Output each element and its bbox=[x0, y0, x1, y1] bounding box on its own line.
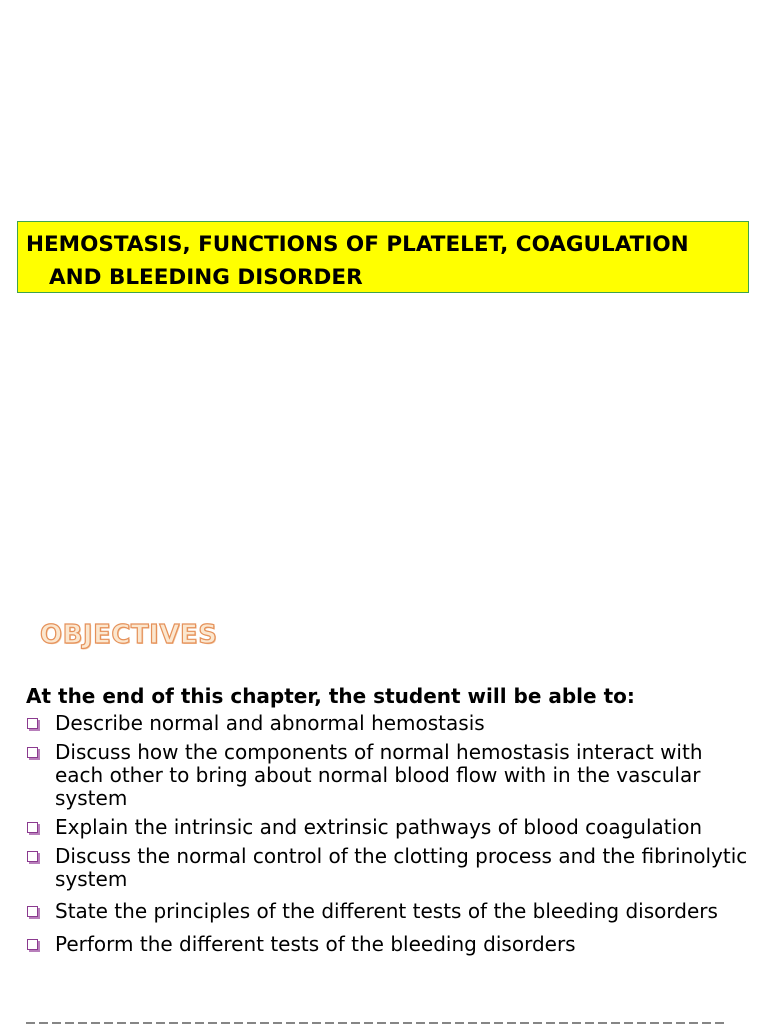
objective-item bbox=[26, 845, 756, 891]
objective-text: Discuss how the components of normal hemostasis interact with each other to bring about normal blood flow with in the vascular system bbox=[55, 740, 703, 810]
objective-item bbox=[26, 741, 756, 810]
objective-item bbox=[26, 816, 756, 839]
square-bullet-icon bbox=[27, 939, 38, 950]
objective-item bbox=[26, 897, 756, 925]
objective-text: Describe normal and abnormal hemostasis bbox=[55, 711, 485, 735]
objectives-list bbox=[26, 712, 756, 963]
square-bullet-icon bbox=[27, 851, 38, 862]
objective-item bbox=[26, 930, 756, 958]
objective-text: Discuss the normal control of the clotting process and the fibrinolytic system bbox=[55, 844, 748, 891]
square-bullet-icon bbox=[27, 906, 38, 917]
title-box bbox=[17, 221, 749, 293]
objectives-intro: At the end of this chapter, the student will be able to: bbox=[26, 684, 635, 708]
objective-text: State the principles of the different tests of the bleeding disorders bbox=[55, 899, 718, 923]
square-bullet-icon bbox=[27, 718, 38, 729]
objective-item bbox=[26, 712, 756, 735]
title-line-1: HEMOSTASIS, FUNCTIONS OF PLATELET, COAGULATION bbox=[26, 232, 689, 257]
objective-text: Explain the intrinsic and extrinsic pathways of blood coagulation bbox=[55, 815, 703, 839]
title-line-2: AND BLEEDING DISORDER bbox=[49, 265, 363, 290]
square-bullet-icon bbox=[27, 822, 38, 833]
cut-off-text-line bbox=[26, 1018, 726, 1024]
objective-text: Perform the different tests of the bleeding disorders bbox=[55, 932, 576, 956]
objectives-heading: OBJECTIVES bbox=[40, 620, 218, 650]
square-bullet-icon bbox=[27, 747, 38, 758]
